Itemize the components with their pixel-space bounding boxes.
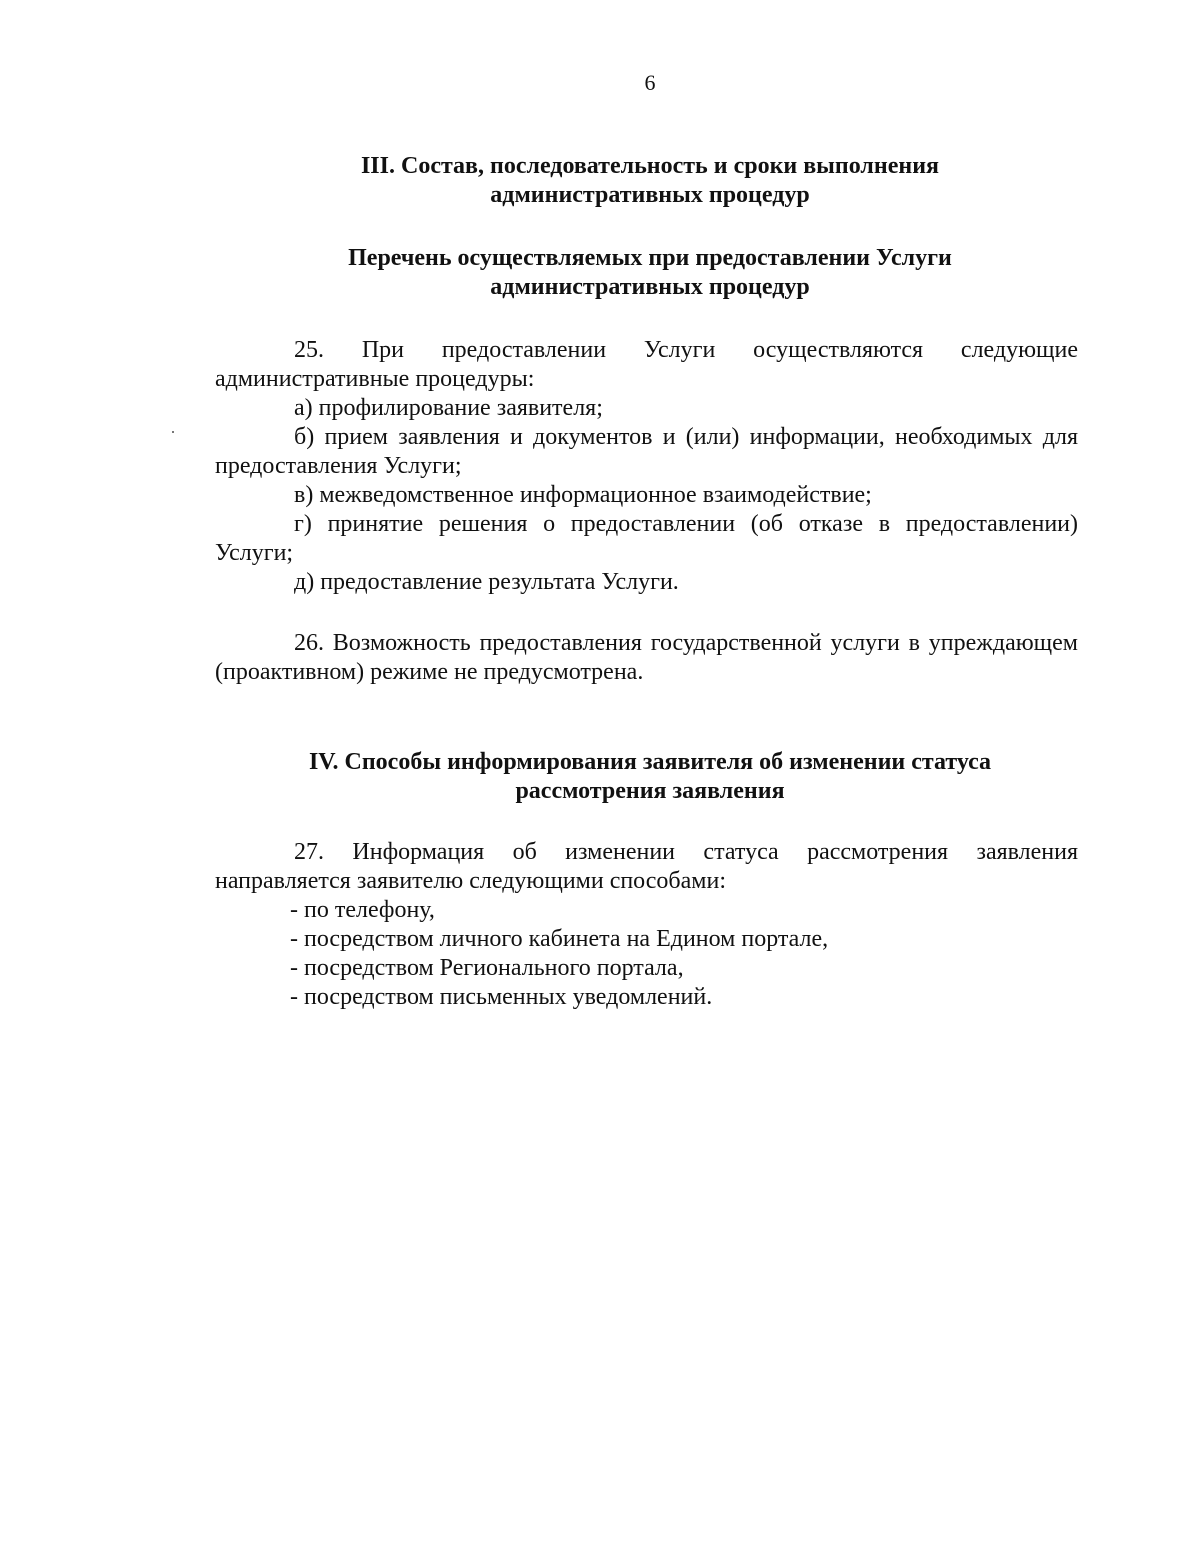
section-3-heading [0,152,1200,210]
section-3-heading-line2: административных процедур [490,182,810,208]
paragraph-27-intro: 27. Информация об изменении статуса рассмотрения заявления направляется заявителю следующими способами: [215,839,1078,894]
paragraph-25-intro: 25. При предоставлении Услуги осуществляются следующие административные процедуры: [215,337,1078,392]
paragraph-25-item-g: г) принятие решения о предоставлении (об отказе в предоставлении) Услуги; [215,511,1078,566]
subsection-heading [0,244,1200,302]
paragraph-27-item-written: - посредством письменных уведомлений. [290,984,713,1010]
subsection-heading-line2: административных процедур [490,274,810,300]
paragraph-25-item-v: в) межведомственное информационное взаимодействие; [294,482,872,508]
paragraph-25-item-a: а) профилирование заявителя; [294,395,603,421]
section-4-heading-line1: IV. Способы информирования заявителя об изменении статуса [308,749,992,775]
paragraph-27-item-phone: - по телефону, [290,897,435,923]
section-4-heading-line2: рассмотрения заявления [515,778,785,804]
paragraph-27-item-cabinet: - посредством личного кабинета на Едином портале, [290,926,829,952]
section-3-heading-line1: III. Состав, последовательность и сроки выполнения [360,153,940,179]
paragraph-25-item-d: д) предоставление результата Услуги. [294,569,679,595]
paragraph-27-item-regional: - посредством Регионального портала, [290,955,684,981]
subsection-heading-line1: Перечень осуществляемых при предоставлении Услуги [348,245,952,271]
paragraph-26: 26. Возможность предоставления государственной услуги в упреждающем (проактивном) режиме не предусмотрена. [215,630,1078,685]
page-number: 6 [644,70,656,95]
scan-artifact [172,431,174,433]
section-4-heading [0,748,1200,806]
paragraph-25-item-b: б) прием заявления и документов и (или) информации, необходимых для предоставления Услуги; [215,424,1078,479]
